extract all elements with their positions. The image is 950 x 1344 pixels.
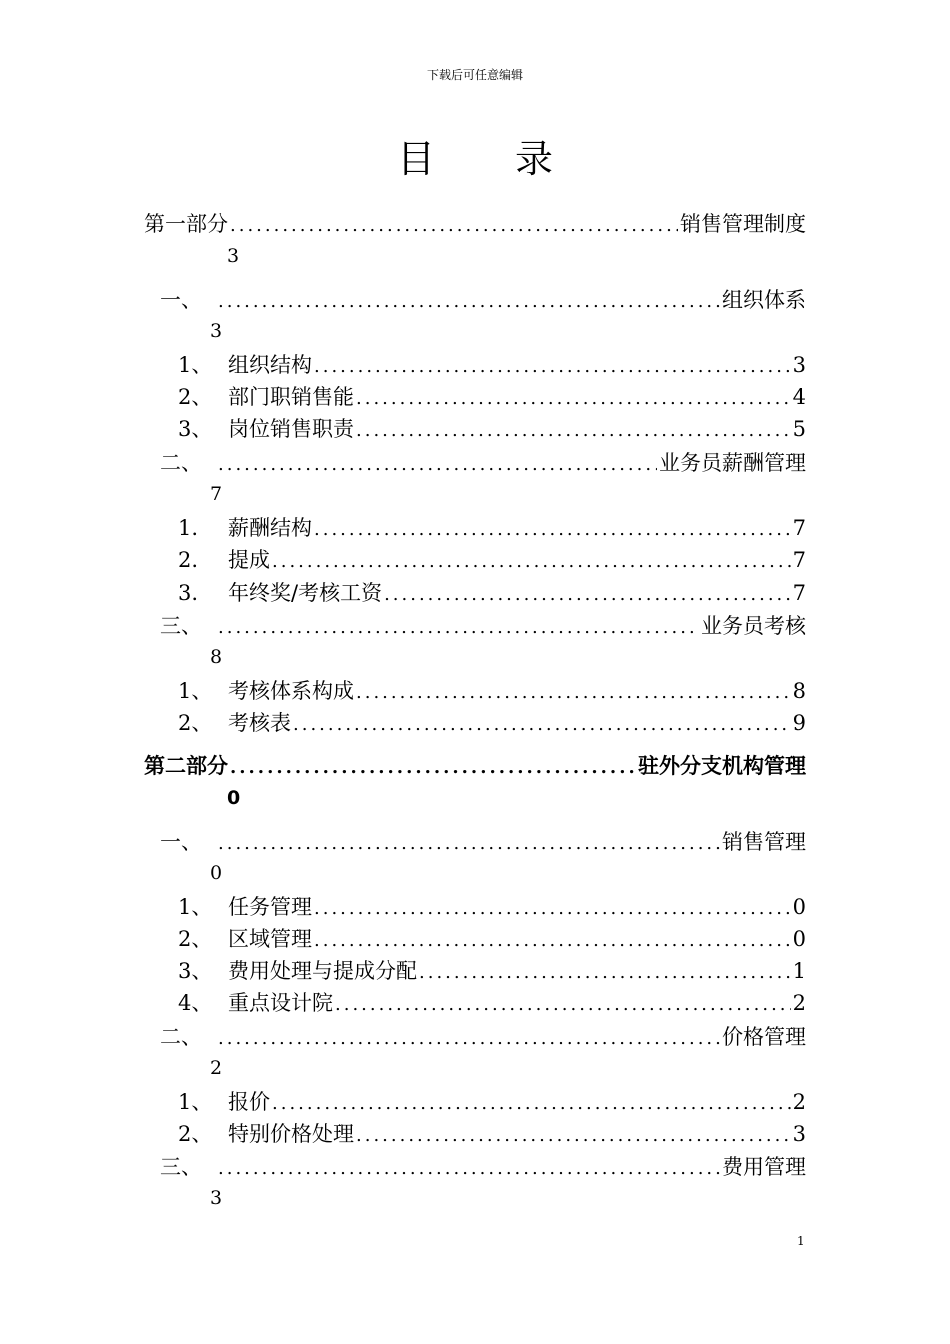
toc-item-number: 1.: [178, 516, 199, 540]
toc-section-title: 费用管理: [722, 1155, 806, 1179]
toc-part-1[interactable]: [144, 208, 806, 240]
toc-page-number: 8: [210, 646, 223, 668]
toc-leader-dots: [314, 925, 791, 957]
toc-page-number: 9: [792, 711, 806, 735]
toc-section-title: 组织体系: [722, 288, 806, 312]
toc-page-number: 0: [792, 927, 806, 951]
toc-page-number: 8: [792, 679, 806, 703]
toc-leader-dots: [272, 546, 791, 578]
toc-page-number: 2: [792, 1090, 806, 1114]
toc-section[interactable]: [160, 284, 806, 316]
toc-leader-dots: [356, 415, 791, 447]
toc-page-number: 3: [227, 245, 240, 267]
page-header: 下载后可任意编辑: [426, 68, 523, 82]
toc-section-title: 业务员薪酬管理: [659, 451, 806, 475]
toc-page-number: 1: [792, 959, 806, 983]
toc-item[interactable]: [178, 923, 806, 955]
toc-item-number: 3.: [178, 581, 199, 605]
toc-page-number: 2: [210, 1057, 223, 1079]
toc-item-label: 费用处理与提成分配: [228, 959, 417, 983]
toc-item[interactable]: [178, 1118, 806, 1150]
toc-leader-dots: [356, 1120, 791, 1152]
toc-item-number: 1、: [178, 353, 213, 377]
toc-page-number: 3: [210, 1187, 223, 1209]
toc-section[interactable]: [160, 447, 806, 479]
toc-item[interactable]: [178, 707, 806, 739]
toc-item-number: 1、: [178, 1090, 213, 1114]
toc-leader-dots: [272, 1088, 791, 1120]
toc-item-label: 特别价格处理: [228, 1122, 354, 1146]
toc-section-number: 三、: [160, 1155, 202, 1179]
toc-item-number: 1、: [178, 895, 213, 919]
toc-part-label: 第一部分: [144, 212, 228, 236]
toc-item-number: 2、: [178, 1122, 213, 1146]
toc-leader-dots: [218, 449, 657, 481]
toc-leader-dots: [314, 351, 791, 383]
toc-page-number: 3: [792, 353, 806, 377]
toc-leader-dots: [218, 612, 699, 644]
toc-item[interactable]: [178, 349, 806, 381]
toc-page-number: 0: [792, 895, 806, 919]
toc-page-number: 2: [792, 991, 806, 1015]
toc-item-number: 4、: [178, 991, 213, 1015]
toc-leader-dots: [230, 210, 678, 242]
toc-leader-dots: [384, 579, 791, 611]
toc-leader-dots: [314, 514, 791, 546]
toc-page-number: 7: [792, 581, 806, 605]
toc-leader-dots: [218, 286, 720, 318]
toc-page-number: 3: [792, 1122, 806, 1146]
toc-section-title: 价格管理: [722, 1025, 806, 1049]
toc-section-title: 销售管理: [722, 830, 806, 854]
toc-item[interactable]: [178, 955, 806, 987]
toc-leader-dots: [314, 893, 791, 925]
toc-item-label: 区域管理: [228, 927, 312, 951]
toc-part-2[interactable]: [144, 750, 806, 782]
toc-page-number: 7: [792, 516, 806, 540]
toc-section[interactable]: [160, 1021, 806, 1053]
toc-leader-dots: [419, 957, 791, 989]
page-number-footer: 1: [797, 1234, 805, 1248]
toc-item-label: 重点设计院: [228, 991, 333, 1015]
toc-item-label: 考核体系构成: [228, 679, 354, 703]
toc-item[interactable]: [178, 577, 806, 609]
toc-item-label: 岗位销售职责: [228, 417, 354, 441]
toc-item-label: 部门职销售能: [228, 385, 354, 409]
toc-page-number: 7: [210, 483, 223, 505]
toc-leader-dots: [218, 1153, 720, 1185]
toc-title: 目录: [396, 137, 633, 181]
toc-item[interactable]: [178, 512, 806, 544]
toc-part-label: 第二部分: [144, 754, 228, 778]
toc-leader-dots: [335, 989, 791, 1021]
toc-section-number: 三、: [160, 614, 202, 638]
toc-page-number: 0: [227, 787, 241, 809]
toc-part-title: 销售管理制度: [680, 212, 806, 236]
toc-section-number: 一、: [160, 830, 202, 854]
toc-item[interactable]: [178, 381, 806, 413]
toc-leader-dots: [218, 828, 720, 860]
toc-item-number: 1、: [178, 679, 213, 703]
toc-section-number: 一、: [160, 288, 202, 312]
toc-page-number: 5: [792, 417, 806, 441]
toc-item[interactable]: [178, 413, 806, 445]
toc-item[interactable]: [178, 1086, 806, 1118]
toc-leader-dots: [218, 1023, 720, 1055]
toc-item-label: 年终奖/考核工资: [228, 581, 383, 605]
toc-leader-dots: [356, 383, 791, 415]
toc-section[interactable]: [160, 610, 806, 642]
toc-item-number: 2、: [178, 711, 213, 735]
toc-item-number: 2、: [178, 385, 213, 409]
toc-item-label: 提成: [228, 548, 270, 572]
toc-section-title: 业务员考核: [701, 614, 806, 638]
toc-item-number: 2、: [178, 927, 213, 951]
toc-item[interactable]: [178, 891, 806, 923]
toc-section-number: 二、: [160, 1025, 202, 1049]
toc-page-number: 3: [210, 320, 223, 342]
toc-leader-dots: [293, 709, 791, 741]
toc-section-number: 二、: [160, 451, 202, 475]
toc-item[interactable]: [178, 987, 806, 1019]
toc-item-label: 报价: [228, 1090, 270, 1114]
toc-item[interactable]: [178, 675, 806, 707]
toc-part-title: 驻外分支机构管理: [638, 754, 806, 778]
toc-section[interactable]: [160, 826, 806, 858]
toc-item-label: 薪酬结构: [228, 516, 312, 540]
toc-item-number: 3、: [178, 959, 213, 983]
toc-item-label: 考核表: [228, 711, 291, 735]
toc-leader-dots: [356, 677, 791, 709]
toc-item-number: 3、: [178, 417, 213, 441]
toc-page-number: 4: [792, 385, 806, 409]
toc-page-number: 0: [210, 862, 223, 884]
toc-item-label: 组织结构: [228, 353, 312, 377]
toc-item-label: 任务管理: [228, 895, 312, 919]
toc-leader-dots: [230, 752, 636, 784]
toc-item[interactable]: [178, 544, 806, 576]
toc-page-number: 7: [792, 548, 806, 572]
toc-section[interactable]: [160, 1151, 806, 1183]
toc-item-number: 2.: [178, 548, 199, 572]
